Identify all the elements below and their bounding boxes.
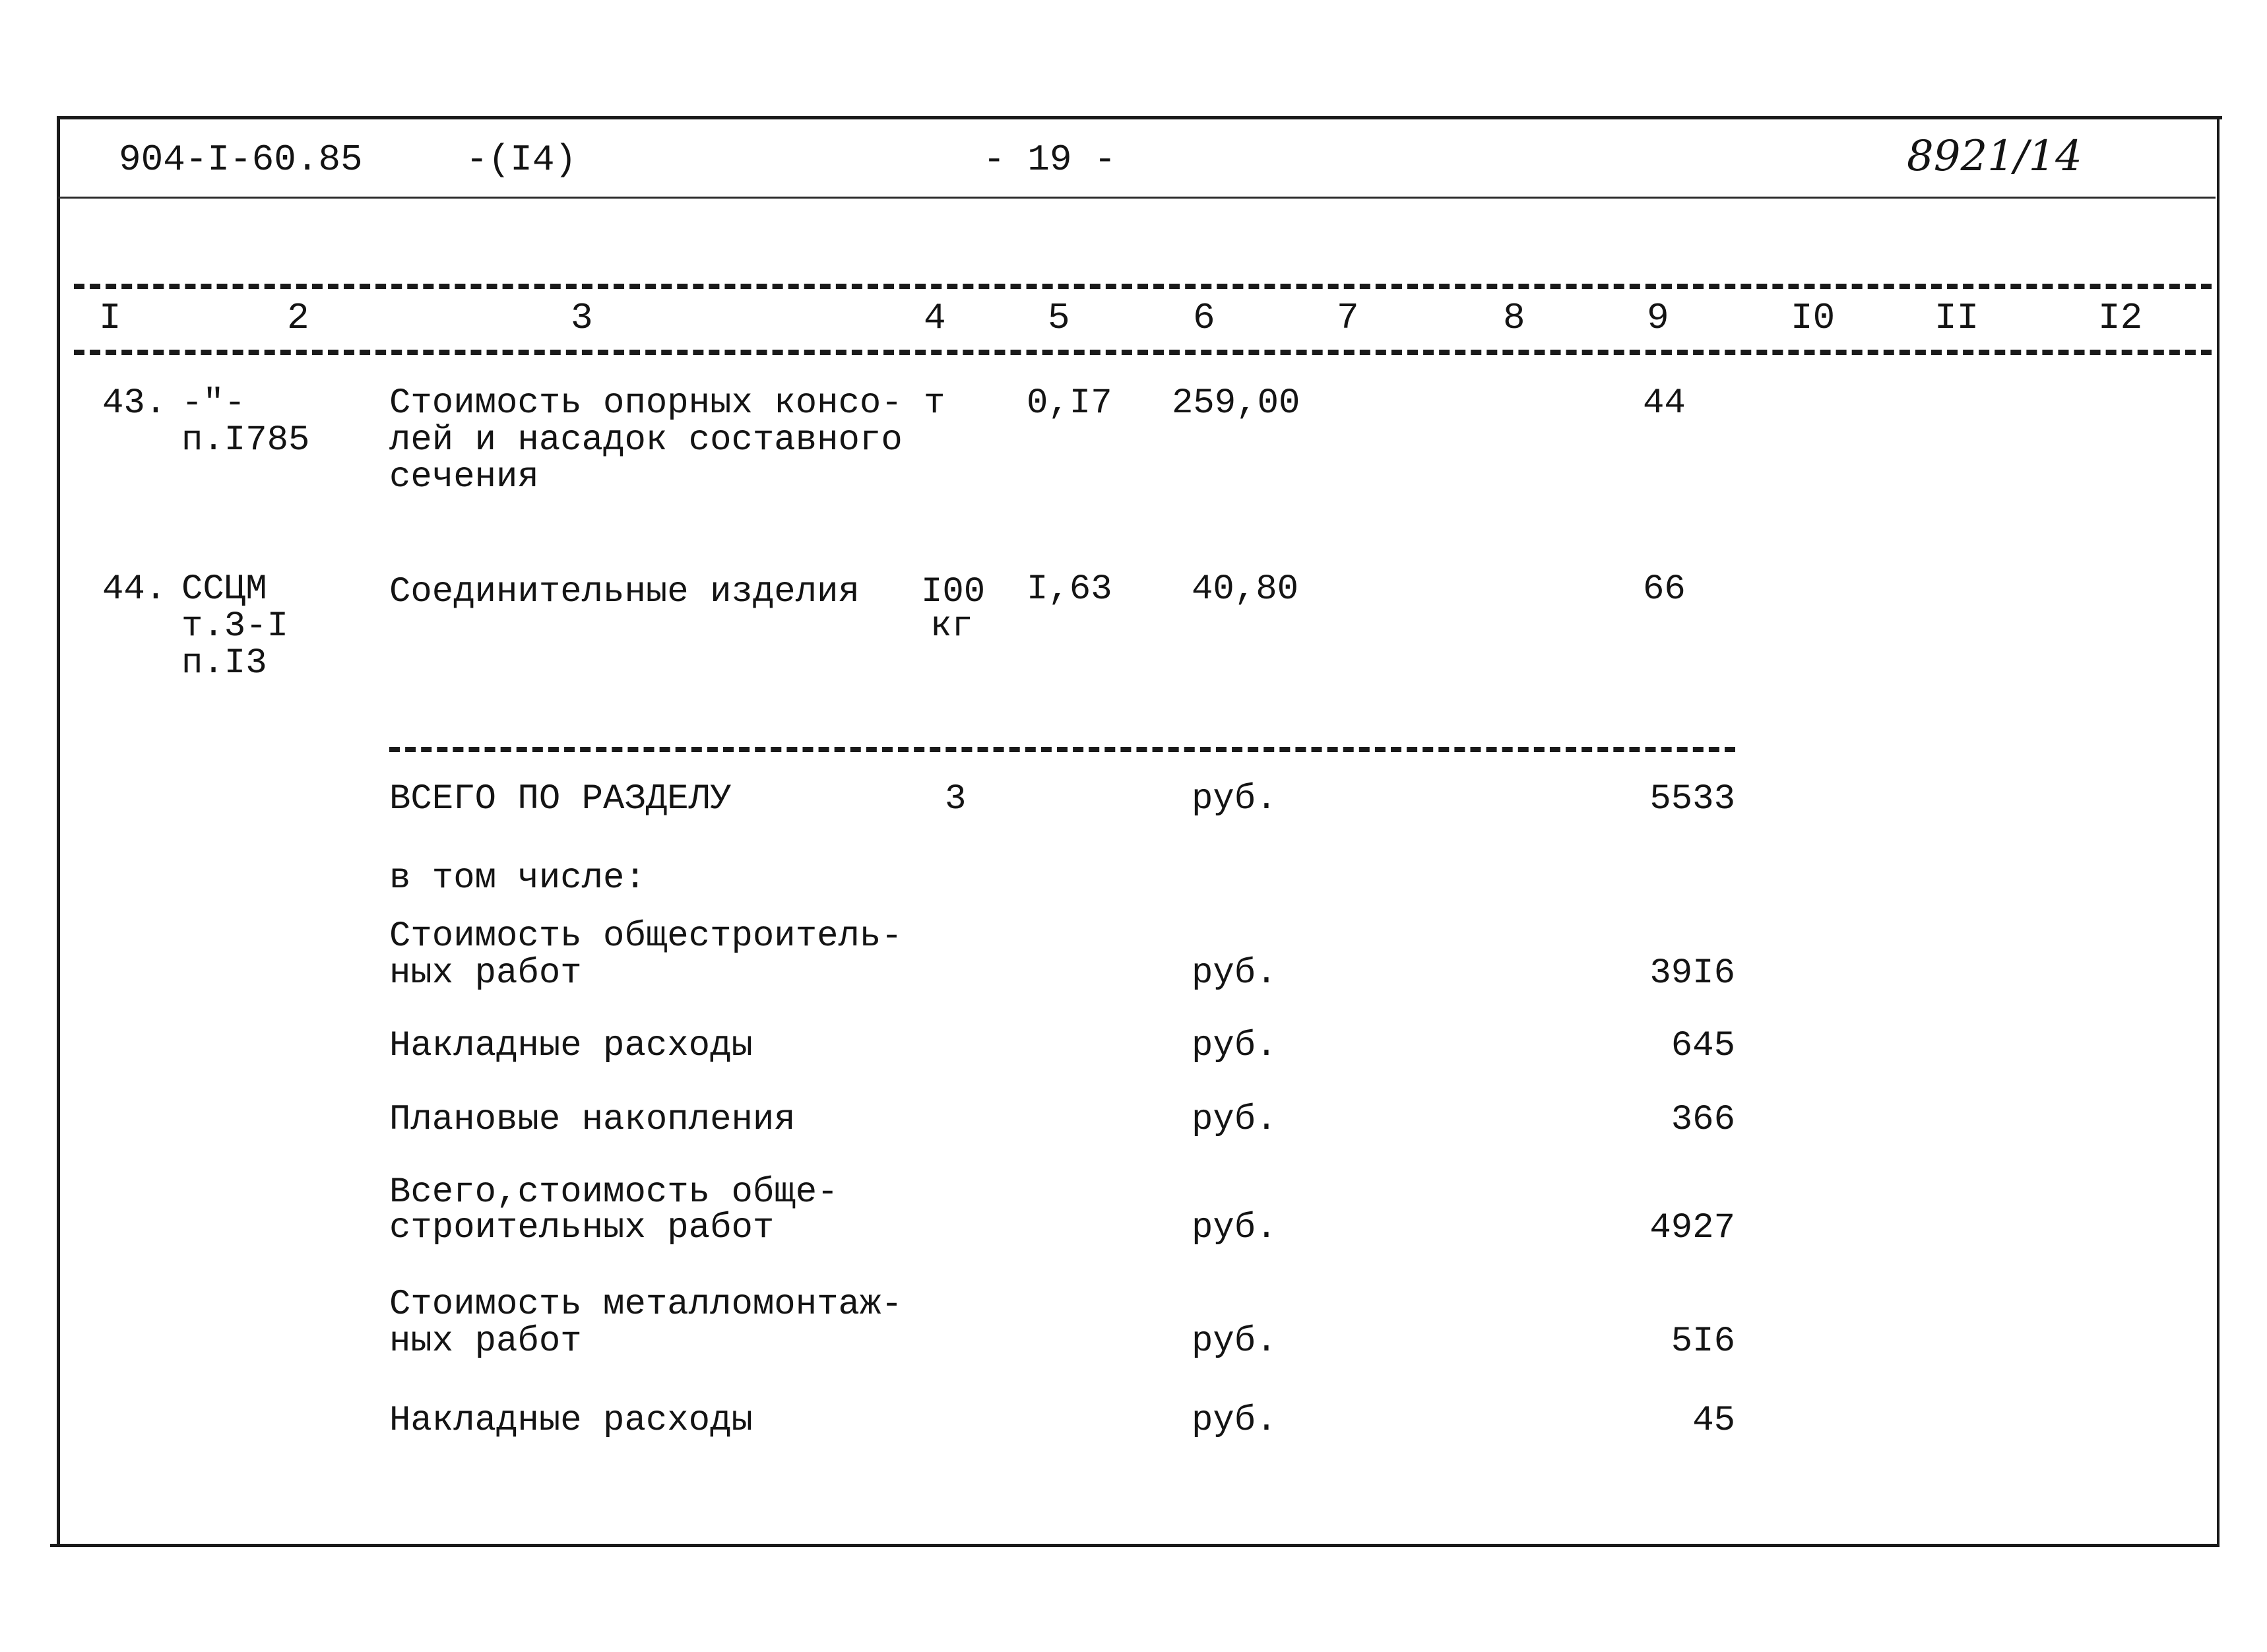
header-rule — [58, 197, 2216, 199]
column-number: I2 — [2098, 297, 2143, 339]
row-description: Соединительные изделия — [389, 572, 860, 612]
summary-item-label: Накладные расходы — [389, 1401, 753, 1441]
row-number: 43. — [102, 383, 167, 424]
row-unit-price: 40,80 — [1192, 569, 1299, 610]
column-number: 2 — [287, 297, 309, 339]
summary-item-label: Плановые накопления — [389, 1100, 796, 1140]
summary-item-value: 4927 — [1649, 1208, 1735, 1248]
frame-left-border — [57, 116, 60, 1546]
summary-item-label: ных работ — [389, 953, 582, 994]
row-number: 44. — [102, 569, 167, 610]
frame-right-border — [2217, 116, 2219, 1546]
row-reference: п.I785 — [181, 420, 310, 461]
summary-item-label: Всего,стоимость обще- — [389, 1172, 839, 1213]
summary-item-value: 5I6 — [1671, 1321, 1735, 1362]
column-number: 9 — [1647, 297, 1669, 339]
row-description: сечения — [389, 457, 539, 497]
column-number: 4 — [924, 297, 946, 339]
column-number: I0 — [1791, 297, 1836, 339]
summary-item-label: Стоимость общестроитель- — [389, 916, 903, 957]
column-number: 8 — [1503, 297, 1525, 339]
summary-item-value: 45 — [1692, 1401, 1735, 1441]
summary-item-unit: руб. — [1192, 1401, 1277, 1441]
row-reference: т.3-I — [181, 606, 289, 647]
section-total-unit: руб. — [1192, 779, 1277, 819]
row-quantity: I,63 — [1027, 569, 1112, 610]
column-number: 5 — [1048, 297, 1070, 339]
summary-item-label: ных работ — [389, 1321, 582, 1362]
row-unit: кг — [930, 606, 973, 647]
summary-rule — [389, 747, 1735, 752]
row-total: 44 — [1643, 383, 1686, 424]
column-number: 6 — [1193, 297, 1215, 339]
inventory-number: 8921/14 — [1907, 132, 2082, 181]
summary-item-value: 366 — [1671, 1100, 1735, 1140]
row-unit-price: 259,00 — [1172, 383, 1300, 424]
row-reference: п.I3 — [181, 643, 267, 683]
section-total-label: ВСЕГО ПО РАЗДЕЛУ — [389, 779, 732, 819]
summary-item-label: строительных работ — [389, 1208, 775, 1248]
row-reference: -"- — [181, 383, 246, 424]
section-number: 3 — [945, 779, 967, 819]
column-header-top-rule — [74, 284, 2212, 289]
summary-item-value: 39I6 — [1649, 953, 1735, 994]
summary-item-label: Накладные расходы — [389, 1026, 753, 1066]
row-reference: ССЦМ — [181, 569, 267, 610]
column-number: I — [99, 297, 121, 339]
doc-code: 904-I-60.85 — [119, 139, 363, 181]
column-header-bottom-rule — [74, 350, 2212, 355]
row-total: 66 — [1643, 569, 1686, 610]
page-number: - 19 - — [983, 139, 1116, 181]
summary-item-unit: руб. — [1192, 953, 1277, 994]
column-number: 3 — [571, 297, 593, 339]
row-quantity: 0,I7 — [1027, 383, 1112, 424]
row-unit: т — [924, 383, 945, 424]
row-description: лей и насадок составного — [389, 420, 903, 461]
doc-sub-number: -(I4) — [466, 139, 577, 181]
summary-item-label: Стоимость металломонтаж- — [389, 1285, 903, 1325]
frame-bottom-border — [50, 1544, 2219, 1547]
summary-item-unit: руб. — [1192, 1026, 1277, 1066]
row-description: Стоимость опорных консо- — [389, 383, 903, 424]
section-total-value: 5533 — [1649, 779, 1735, 819]
frame-top-border — [58, 116, 2222, 119]
column-number: 7 — [1337, 297, 1359, 339]
summary-item-value: 645 — [1671, 1026, 1735, 1066]
column-number: II — [1934, 297, 1979, 339]
summary-item-unit: руб. — [1192, 1100, 1277, 1140]
including-label: в том числе: — [389, 858, 646, 899]
row-unit: I00 — [921, 572, 986, 612]
summary-item-unit: руб. — [1192, 1321, 1277, 1362]
summary-item-unit: руб. — [1192, 1208, 1277, 1248]
